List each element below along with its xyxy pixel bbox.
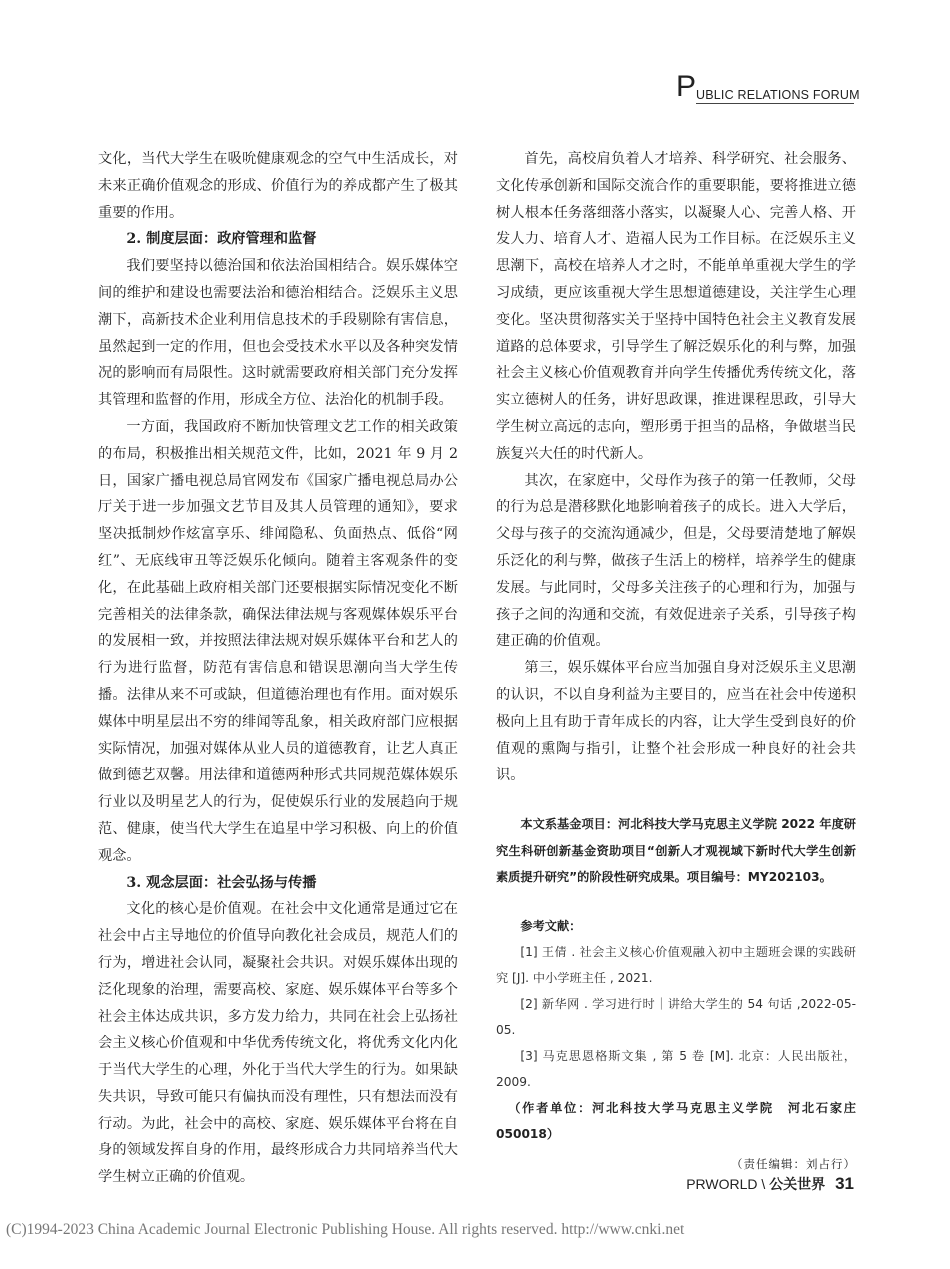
- left-column: [98, 146, 458, 1191]
- page-footer: [686, 1174, 854, 1194]
- reference-item: [1] 王倩 . 社会主义核心价值观融入初中主题班会课的实践研究 [J]. 中小学班主任 , 2021.: [496, 944, 856, 985]
- reference-item: [2] 新华网 . 学习进行时｜讲给大学生的 54 句话 ,2022-05-05.: [496, 996, 856, 1037]
- header-title: UBLIC RELATIONS FORUM: [696, 88, 860, 102]
- references-title: 参考文献：: [520, 918, 582, 933]
- header-initial: P: [676, 70, 697, 103]
- footer-separator: \: [761, 1176, 766, 1192]
- right-column: [496, 146, 856, 1177]
- paragraph: 第三，娱乐媒体平台应当加强自身对泛娱乐主义思潮的认识，不以自身利益为主要目的，应当在社会中传递积极向上且有助于青年成长的内容，让大学生受到良好的价值观的熏陶与指引，让整个社会形成一种良好的社会共识。: [496, 660, 856, 784]
- paragraph: 文化，当代大学生在吸吮健康观念的空气中生活成长，对未来正确价值观念的形成、价值行为的养成都产生了极其重要的作用。: [98, 151, 458, 221]
- page-number: 31: [835, 1174, 854, 1193]
- section-heading: 2. 制度层面：政府管理和监督: [126, 231, 317, 248]
- footer-journal: PRWORLD: [686, 1176, 758, 1192]
- journal-header: [676, 70, 860, 104]
- paragraph: 我们要坚持以德治国和依法治国相结合。娱乐媒体空间的维护和建设也需要法治和德治相结合。泛娱乐主义思潮下，高新技术企业利用信息技术的手段剔除有害信息，虽然起到一定的作用，但也会受技术水平以及各种突发情况的影响而有局限性。这时就需要政府相关部门充分发挥其管理和监督的作用，形成全方位、法治化的机制手段。: [98, 258, 458, 409]
- paragraph: 一方面，我国政府不断加快管理文艺工作的相关政策的布局，积极推出相关规范文件，比如，2021 年 9 月 2 日，国家广播电视总局官网发布《国家广播电视总局办公厅关于进一步加强文艺节目及其人员管理的通知》，要求坚决抵制炒作炫富享乐、绯闻隐私、负面热点、低俗“网红”、无底线审丑等泛娱乐化倾向。随着主客观条件的变化，在此基础上政府相关部门还要根据实际情况变化不断完善相关的法律条款，确保法律法规与客观媒体娱乐平台的发展相一致，并按照法律法规对娱乐媒体平台和艺人的行为进行监督，防范有害信息和错误思潮向当大学生传播。法律从来不可或缺，但道德治理也有作用。面对娱乐媒体中明星层出不穷的绯闻等乱象，相关政府部门应根据实际情况，加强对媒体从业人员的道德教育，让艺人真正做到德艺双馨。用法律和道德两种形式共同规范媒体娱乐行业以及明星艺人的行为，促使娱乐行业的发展趋向于规范、健康，使当代大学生在追星中学习积极、向上的价值观念。: [98, 418, 458, 864]
- paragraph: 文化的核心是价值观。在社会中文化通常是通过它在社会中占主导地位的价值导向教化社会成员，规范人们的行为，增进社会认同，凝聚社会共识。对娱乐媒体出现的泛化现象的治理，需要高校、家庭、娱乐媒体平台等多个社会主体达成共识，多方发力给力，共同在社会上弘扬社会主义核心价值观和中华优秀传统文化，将优秀文化内化于当代大学生的心理，外化于当代大学生的行为。如果缺失共识，导致可能只有偏执而没有理性，只有想法而没有行动。为此，社会中的高校、家庭、娱乐媒体平台将在自身的领域发挥自身的作用，最终形成合力共同培养当代大学生树立正确的价值观。: [98, 901, 458, 1186]
- editor-credit: （责任编辑：刘占行）: [731, 1156, 856, 1171]
- author-affiliation: （作者单位：河北科技大学马克思主义学院 河北石家庄 050018）: [496, 1100, 856, 1141]
- paragraph: 其次，在家庭中，父母作为孩子的第一任教师，父母的行为总是潜移默化地影响着孩子的成长。进入大学后，父母与孩子的交流沟通减少，但是，父母要清楚地了解娱乐泛化的利与弊，做孩子生活上的榜样，培养学生的健康发展。与此同时，父母多关注孩子的心理和行为，加强与孩子之间的沟通和交流，有效促进亲子关系，引导孩子构建正确的价值观。: [496, 472, 856, 650]
- section-heading: 3. 观念层面：社会弘扬与传播: [126, 874, 317, 891]
- copyright-notice: (C)1994-2023 China Academic Journal Electronic Publishing House. All rights reserved. http://www.cnki.net: [6, 1221, 685, 1238]
- paragraph: 首先，高校肩负着人才培养、科学研究、社会服务、文化传承创新和国际交流合作的重要职能，要将推进立德树人根本任务落细落小落实，以凝聚人心、完善人格、开发人力、培育人才、造福人民为工作目标。在泛娱乐主义思潮下，高校在培养人才之时，不能单单重视大学生的学习成绩，更应该重视大学生思想道德建设，关注学生心理变化。坚决贯彻落实关于坚持中国特色社会主义教育发展道路的总体要求，引导学生了解泛娱乐化的利与弊，加强社会主义核心价值观教育并向学生传播优秀传统文化，落实立德树人的任务，讲好思政课，推进课程思政，引导大学生树立高远的志向，塑形勇于担当的品格，争做堪当民族复兴大任的时代新人。: [496, 151, 856, 462]
- header-rule: [696, 103, 854, 104]
- footer-journal-cn: 公关世界: [769, 1177, 826, 1193]
- fund-note: 本文系基金项目：河北科技大学马克思主义学院 2022 年度研究生科研创新基金资助项目“创新人才观视域下新时代大学生创新素质提升研究”的阶段性研究成果。项目编号：MY202103。: [496, 817, 856, 885]
- reference-item: [3] 马克思恩格斯文集 , 第 5 卷 [M]. 北京：人民出版社，2009.: [496, 1048, 856, 1089]
